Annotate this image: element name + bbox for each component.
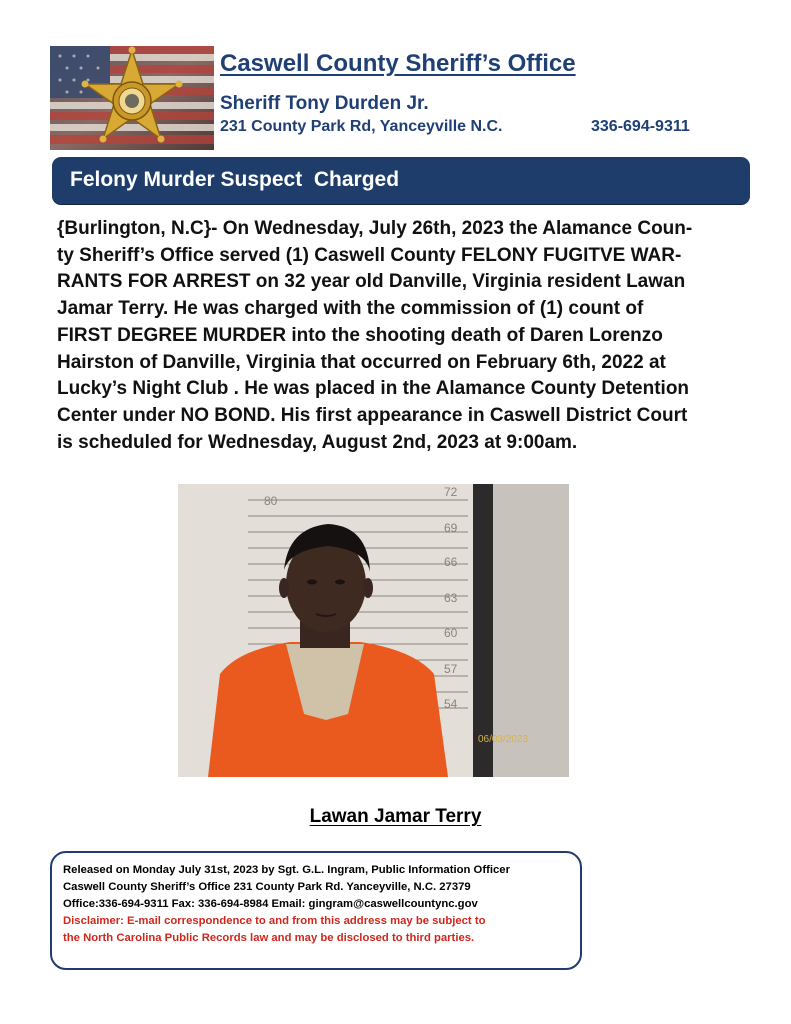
body-line: ty Sheriff’s Office served (1) Caswell County FELONY FUGITVE WAR- xyxy=(57,244,682,266)
height-mark: 60 xyxy=(444,626,458,640)
body-line: RANTS FOR ARREST on 32 year old Danville, Virginia resident Lawan xyxy=(57,271,686,293)
office-address: 231 County Park Rd, Yanceyville N.C. xyxy=(220,118,503,135)
disclaimer-line: the North Carolina Public Records law and may be disclosed to third parties. xyxy=(63,932,475,944)
height-mark-left: 80 xyxy=(264,494,278,508)
photo-caption: Lawan Jamar Terry xyxy=(309,806,482,827)
height-mark: 72 xyxy=(444,485,458,499)
release-line: Released on Monday July 31st, 2023 by Sgt. G.L. Ingram, Public Information Officer xyxy=(63,864,510,876)
release-line: Caswell County Sheriff’s Office 231 County Park Rd. Yanceyville, N.C. 27379 xyxy=(63,881,471,893)
sheriff-name: Sheriff Tony Durden Jr. xyxy=(220,93,429,114)
office-phone: 336-694-9311 xyxy=(591,118,690,135)
body-line: {Burlington, N.C}- On Wednesday, July 26th, 2023 the Alamance Coun- xyxy=(57,218,693,239)
sheriff-star-badge-icon xyxy=(50,46,214,150)
body-line: is scheduled for Wednesday, August 2nd, 2023 at 9:00am. xyxy=(57,431,578,453)
height-mark: 66 xyxy=(444,555,458,569)
office-title: Caswell County Sheriff’s Office xyxy=(220,50,576,77)
headline-banner xyxy=(52,157,750,204)
body-line: Center under NO BOND. His first appearance in Caswell District Court xyxy=(57,404,688,426)
height-mark: 69 xyxy=(444,521,458,535)
height-mark: 54 xyxy=(444,697,458,711)
release-contact-line: Office:336-694-9311 Fax: 336-694-8984 Email: gingram@caswellcountync.gov xyxy=(63,898,478,910)
body-line: Lucky’s Night Club . He was placed in the Alamance County Detention xyxy=(57,378,690,400)
release-info-box xyxy=(50,851,582,970)
body-line: FIRST DEGREE MURDER into the shooting death of Daren Lorenzo xyxy=(57,324,663,346)
height-mark: 57 xyxy=(444,662,458,676)
headline-title: Felony Murder Suspect Charged xyxy=(70,168,400,191)
suspect-mugshot xyxy=(178,484,569,777)
date-stamp: 06/03/2023 xyxy=(478,734,529,745)
body-line: Jamar Terry. He was charged with the commission of (1) count of xyxy=(57,298,644,320)
disclaimer-line: Disclaimer: E-mail correspondence to and from this address may be subject to xyxy=(63,915,486,927)
body-line: Hairston of Danville, Virginia that occurred on February 6th, 2022 at xyxy=(57,351,666,373)
sheriff-badge-logo xyxy=(50,46,214,150)
height-mark: 63 xyxy=(444,591,458,605)
press-release-body xyxy=(57,216,747,456)
